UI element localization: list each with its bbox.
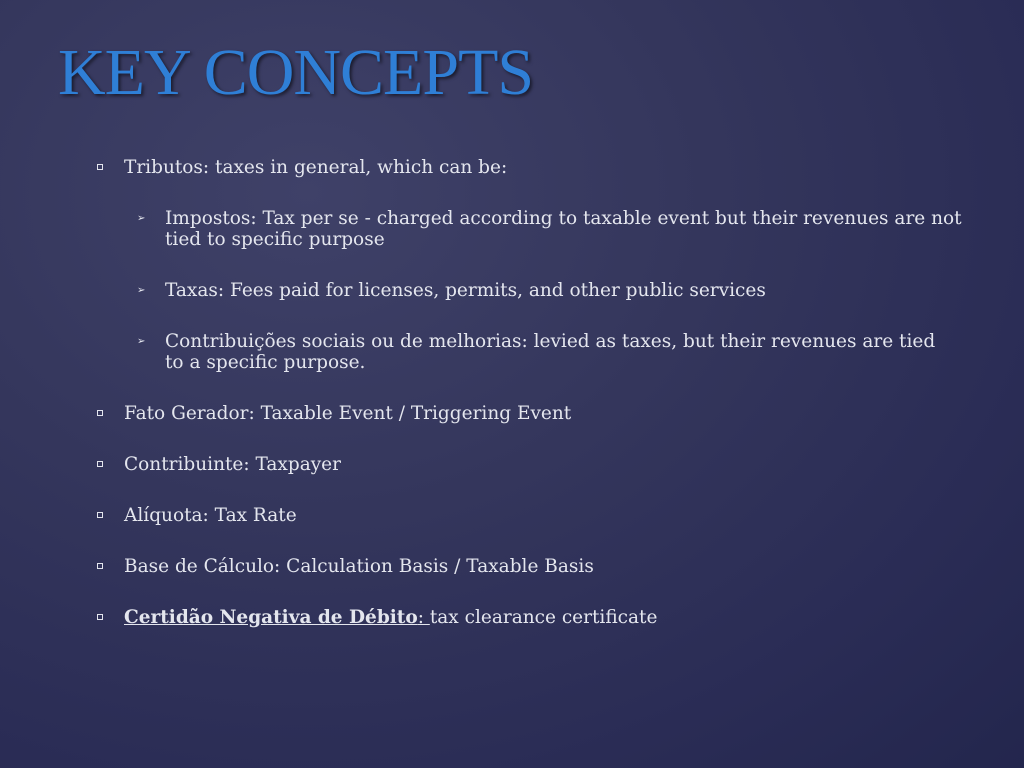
sub-bullet-contribuicoes xyxy=(137,331,945,373)
bullet-text: Fato Gerador: Taxable Event / Triggering Event xyxy=(124,403,572,424)
bullet-tributos xyxy=(124,157,507,178)
sub-bullet-impostos xyxy=(137,208,965,250)
bullet-text: Contribuições sociais ou de melhorias: levied as taxes, but their revenues are tied to a specific purpose. xyxy=(165,331,936,373)
arrow-bullet-icon: ➢ xyxy=(137,336,146,347)
square-bullet-icon xyxy=(97,410,103,416)
bullet-text: Impostos: Tax per se - charged according to taxable event but their revenues are not tied to specific purpose xyxy=(165,208,962,250)
bullet-contribuinte xyxy=(124,454,341,475)
bullet-text xyxy=(124,607,657,628)
square-bullet-icon xyxy=(97,461,103,467)
square-bullet-icon xyxy=(97,164,103,170)
arrow-bullet-icon: ➢ xyxy=(137,213,146,224)
bullet-text: Contribuinte: Taxpayer xyxy=(124,454,341,475)
arrow-bullet-icon: ➢ xyxy=(137,285,146,296)
bullet-text: Base de Cálculo: Calculation Basis / Taxable Basis xyxy=(124,556,594,577)
square-bullet-icon xyxy=(97,614,103,620)
slide-title: KEY CONCEPTS xyxy=(58,36,534,109)
square-bullet-icon xyxy=(97,563,103,569)
bullet-aliquota xyxy=(124,505,297,526)
bullet-certidao xyxy=(124,607,657,628)
bullet-text: Tributos: taxes in general, which can be: xyxy=(124,157,508,178)
bullet-fato-gerador xyxy=(124,403,571,424)
square-bullet-icon xyxy=(97,512,103,518)
bullet-text: Taxas: Fees paid for licenses, permits, and other public services xyxy=(165,280,766,301)
certidao-term: Certidão Negativa de Débito: xyxy=(124,607,430,628)
bullet-text: Alíquota: Tax Rate xyxy=(124,505,297,526)
certidao-definition: tax clearance certificate xyxy=(429,607,658,628)
bullet-base-de-calculo xyxy=(124,556,594,577)
sub-bullet-taxas xyxy=(137,280,965,301)
